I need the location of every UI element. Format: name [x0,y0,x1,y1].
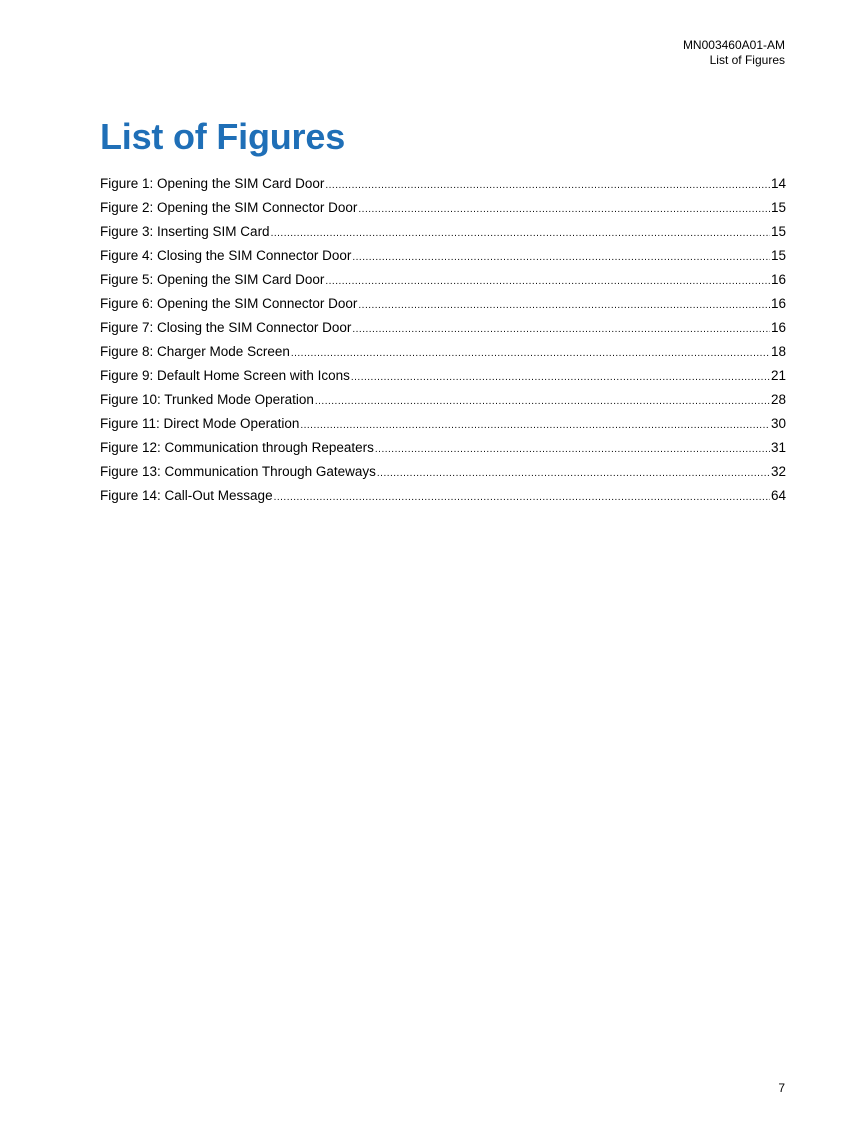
page-title: List of Figures [100,116,346,157]
figure-entry-label: Figure 12: Communication through Repeaters [100,440,374,455]
figure-entry[interactable] [100,486,786,510]
figure-entry-page: 15 [770,200,786,215]
figure-entry-page: 18 [770,344,786,359]
figure-entry-label: Figure 7: Closing the SIM Connector Door [100,320,352,335]
dot-leader [358,296,770,316]
dot-leader [377,464,770,484]
dot-leader [315,392,770,412]
figure-entry-label: Figure 3: Inserting SIM Card [100,224,270,239]
figure-entry-page: 15 [770,248,786,263]
figure-entry-label: Figure 1: Opening the SIM Card Door [100,176,325,191]
figure-entry-page: 64 [770,488,786,503]
figure-entry[interactable] [100,174,786,198]
figure-entry[interactable] [100,414,786,438]
figure-entry-label: Figure 9: Default Home Screen with Icons [100,368,350,383]
figure-entry-page: 31 [770,440,786,455]
dot-leader [375,440,770,460]
figure-entry[interactable] [100,294,786,318]
dot-leader [351,368,770,388]
dot-leader [300,416,770,436]
figure-entry-label: Figure 10: Trunked Mode Operation [100,392,314,407]
figure-entry-page: 28 [770,392,786,407]
figures-list [100,174,786,510]
figure-entry-page: 14 [770,176,786,191]
dot-leader [291,344,770,364]
dot-leader [352,320,770,340]
dot-leader [271,224,770,244]
figure-entry[interactable] [100,366,786,390]
figure-entry-page: 15 [770,224,786,239]
figure-entry-label: Figure 14: Call-Out Message [100,488,273,503]
dot-leader [325,176,770,196]
dot-leader [325,272,770,292]
dot-leader [352,248,770,268]
figure-entry-page: 16 [770,272,786,287]
figure-entry-label: Figure 13: Communication Through Gateways [100,464,376,479]
figure-entry[interactable] [100,390,786,414]
figure-entry-page: 30 [770,416,786,431]
running-header [683,38,785,68]
figure-entry-page: 16 [770,296,786,311]
figure-entry[interactable] [100,222,786,246]
figure-entry-label: Figure 11: Direct Mode Operation [100,416,300,431]
figure-entry-label: Figure 8: Charger Mode Screen [100,344,290,359]
figure-entry-label: Figure 2: Opening the SIM Connector Door [100,200,358,215]
figure-entry[interactable] [100,198,786,222]
figure-entry[interactable] [100,318,786,342]
figure-entry[interactable] [100,438,786,462]
figure-entry-label: Figure 4: Closing the SIM Connector Door [100,248,352,263]
figure-entry-page: 32 [770,464,786,479]
figure-entry[interactable] [100,342,786,366]
page-number: 7 [778,1081,785,1095]
figure-entry-label: Figure 6: Opening the SIM Connector Door [100,296,358,311]
figure-entry[interactable] [100,246,786,270]
figure-entry-label: Figure 5: Opening the SIM Card Door [100,272,325,287]
document-id: MN003460A01-AM [682,38,785,52]
figure-entry[interactable] [100,270,786,294]
dot-leader [358,200,770,220]
header-section-title: List of Figures [709,53,785,67]
dot-leader [274,488,770,508]
figure-entry[interactable] [100,462,786,486]
figure-entry-page: 16 [770,320,786,335]
figure-entry-page: 21 [770,368,786,383]
